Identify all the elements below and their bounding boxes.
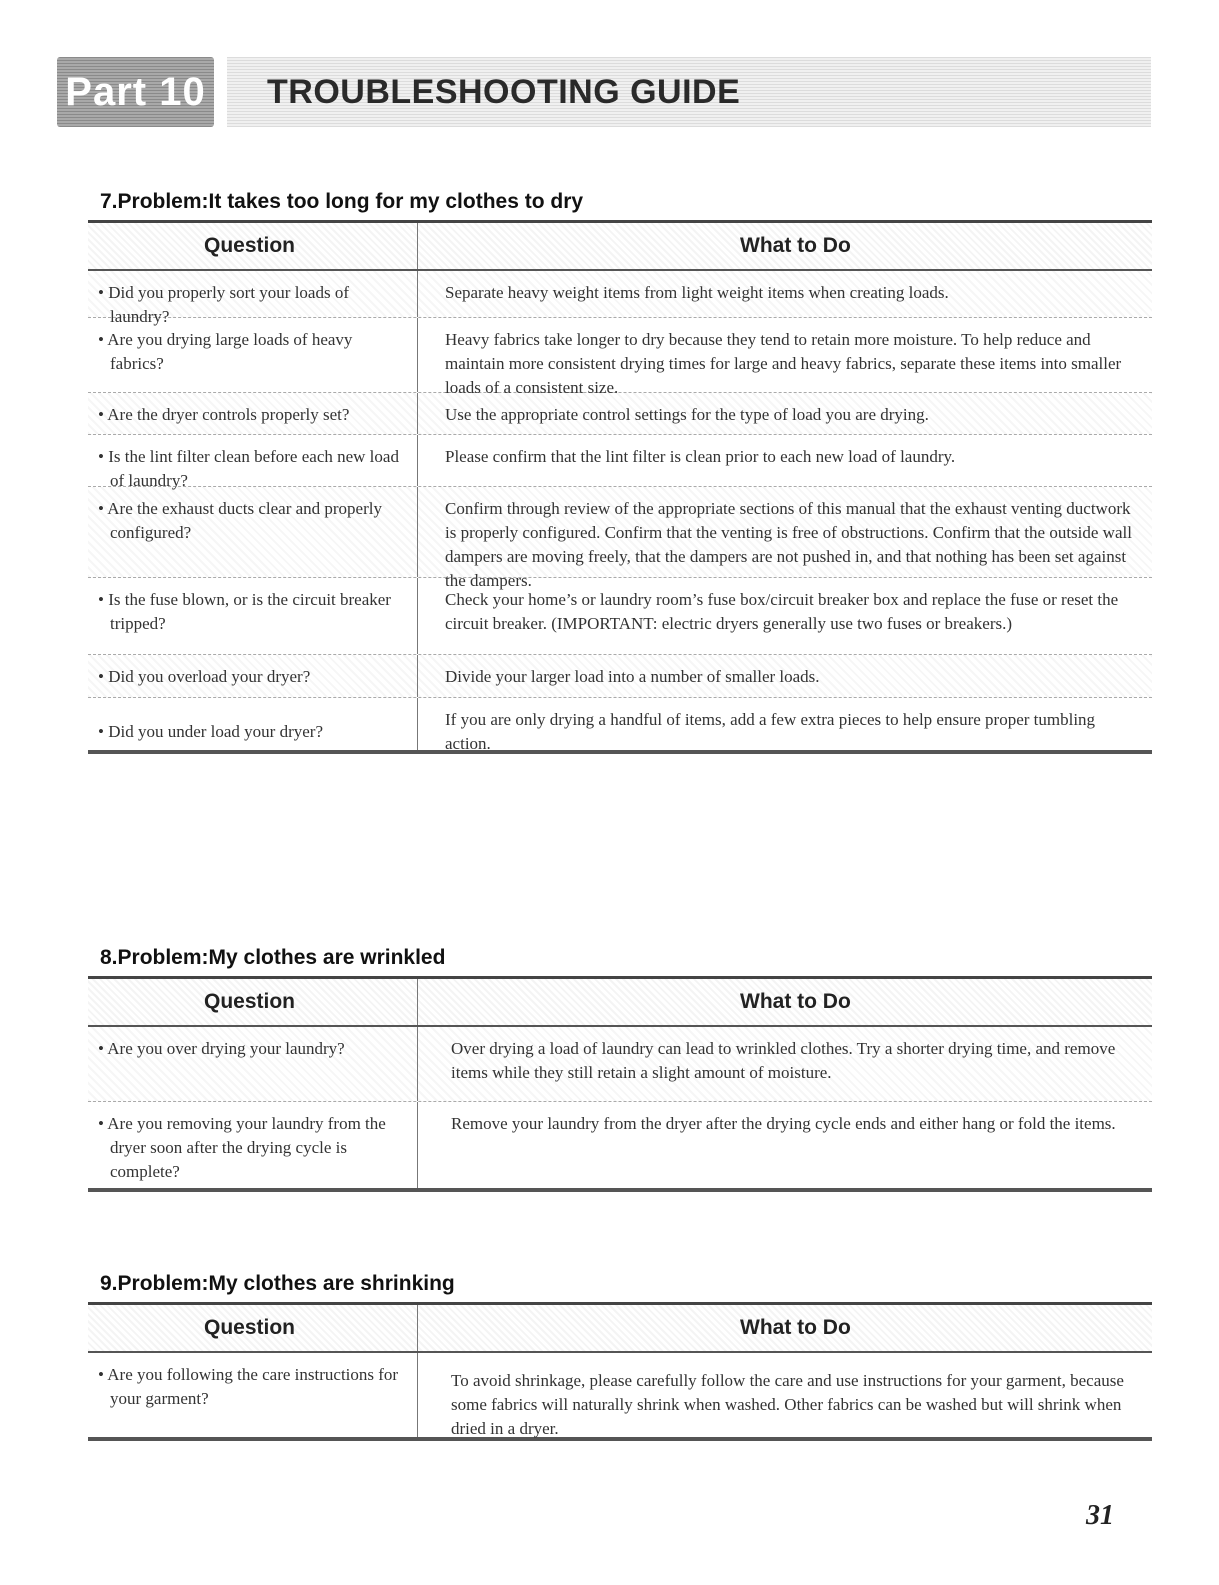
question-header: Question — [88, 223, 418, 269]
what-to-do-header: What to Do — [740, 990, 851, 1013]
answer-text: Heavy fabrics take longer to dry because they tend to retain more moisture. To help reduce and maintain more consistent drying times for large and heavy fabrics, separate these items into smaller loads of a consistent size. — [445, 330, 1122, 397]
question-text: • Are you removing your laundry from the dryer soon after the drying cycle is complete? — [98, 1114, 386, 1181]
question-text: • Are you over drying your laundry? — [98, 1039, 345, 1058]
question-text: • Are the exhaust ducts clear and properly configured? — [98, 499, 382, 542]
answer-text: Separate heavy weight items from light weight items when creating loads. — [445, 283, 949, 302]
question-text: • Are you following the care instructions for your garment? — [98, 1365, 399, 1408]
answer-text: If you are only drying a handful of items, add a few extra pieces to help ensure proper tumbling action. — [445, 710, 1096, 753]
section-8 — [88, 944, 1152, 1192]
table-header — [88, 223, 1152, 271]
answer-text: Please confirm that the lint filter is clean prior to each new load of laundry. — [445, 447, 956, 466]
part-badge: Part 10 — [57, 57, 214, 127]
page-number: 31 — [1086, 1500, 1114, 1531]
troubleshooting-table — [88, 976, 1152, 1192]
table-row — [88, 318, 1152, 397]
answer-text: Over drying a load of laundry can lead to wrinkled clothes. Try a shorter drying time, and remove items while they still retain a slight amount of moisture. — [451, 1039, 1116, 1082]
question-header: Question — [88, 1305, 418, 1351]
section-title: 7.Problem:It takes too long for my clothes to dry — [100, 190, 584, 213]
question-text: • Are you drying large loads of heavy fabrics? — [98, 330, 353, 373]
section-9 — [88, 1270, 1152, 1441]
question-text: • Is the lint filter clean before each new load of laundry? — [98, 447, 399, 490]
title-band — [227, 57, 1151, 127]
question-text: • Is the fuse blown, or is the circuit breaker tripped? — [98, 590, 391, 633]
answer-text: Check your home’s or laundry room’s fuse box/circuit breaker box and replace the fuse or reset the circuit breaker. (IMPORTANT: electric dryers generally use two fuses or breakers.) — [445, 590, 1119, 633]
what-to-do-header: What to Do — [740, 234, 851, 257]
answer-text: Remove your laundry from the dryer after the drying cycle ends and either hang or fold the items. — [451, 1114, 1116, 1133]
page-title: TROUBLESHOOTING GUIDE — [267, 73, 741, 111]
table-row — [88, 1102, 1152, 1188]
section-title: 8.Problem:My clothes are wrinkled — [100, 946, 446, 969]
answer-text: To avoid shrinkage, please carefully follow the care and use instructions for your garment, because some fabrics will naturally shrink when washed. Other fabrics can be washed but will shrink when dried in a dryer. — [451, 1371, 1124, 1438]
table-row — [88, 487, 1152, 590]
answer-text: Divide your larger load into a number of smaller loads. — [445, 667, 820, 686]
question-text: • Are the dryer controls properly set? — [98, 405, 350, 424]
section-7 — [88, 188, 1152, 754]
table-header — [88, 979, 1152, 1027]
table-row — [88, 393, 1152, 435]
troubleshooting-table — [88, 220, 1152, 754]
answer-text: Use the appropriate control settings for the type of load you are drying. — [445, 405, 929, 424]
what-to-do-header: What to Do — [740, 1316, 851, 1339]
table-header — [88, 1305, 1152, 1353]
table-row — [88, 435, 1152, 490]
page-header — [57, 57, 1151, 127]
section-title: 9.Problem:My clothes are shrinking — [100, 1272, 455, 1295]
question-header: Question — [88, 979, 418, 1025]
answer-text: Confirm through review of the appropriate sections of this manual that the exhaust venting ductwork is properly configured. Confirm that the venting is free of obstructions. Confirm that the outside wall dampers are moving freely, that the dampers are not pushed in, and that nothing has been set against the dampers. — [445, 499, 1132, 590]
table-row — [88, 271, 1152, 326]
table-row — [88, 655, 1152, 698]
question-text: • Did you properly sort your loads of laundry? — [98, 283, 349, 326]
troubleshooting-table — [88, 1302, 1152, 1441]
table-row — [88, 578, 1152, 655]
question-text: • Did you under load your dryer? — [98, 722, 324, 741]
table-row — [88, 1027, 1152, 1102]
table-row — [88, 1353, 1152, 1437]
table-row — [88, 698, 1152, 753]
question-text: • Did you overload your dryer? — [98, 667, 311, 686]
